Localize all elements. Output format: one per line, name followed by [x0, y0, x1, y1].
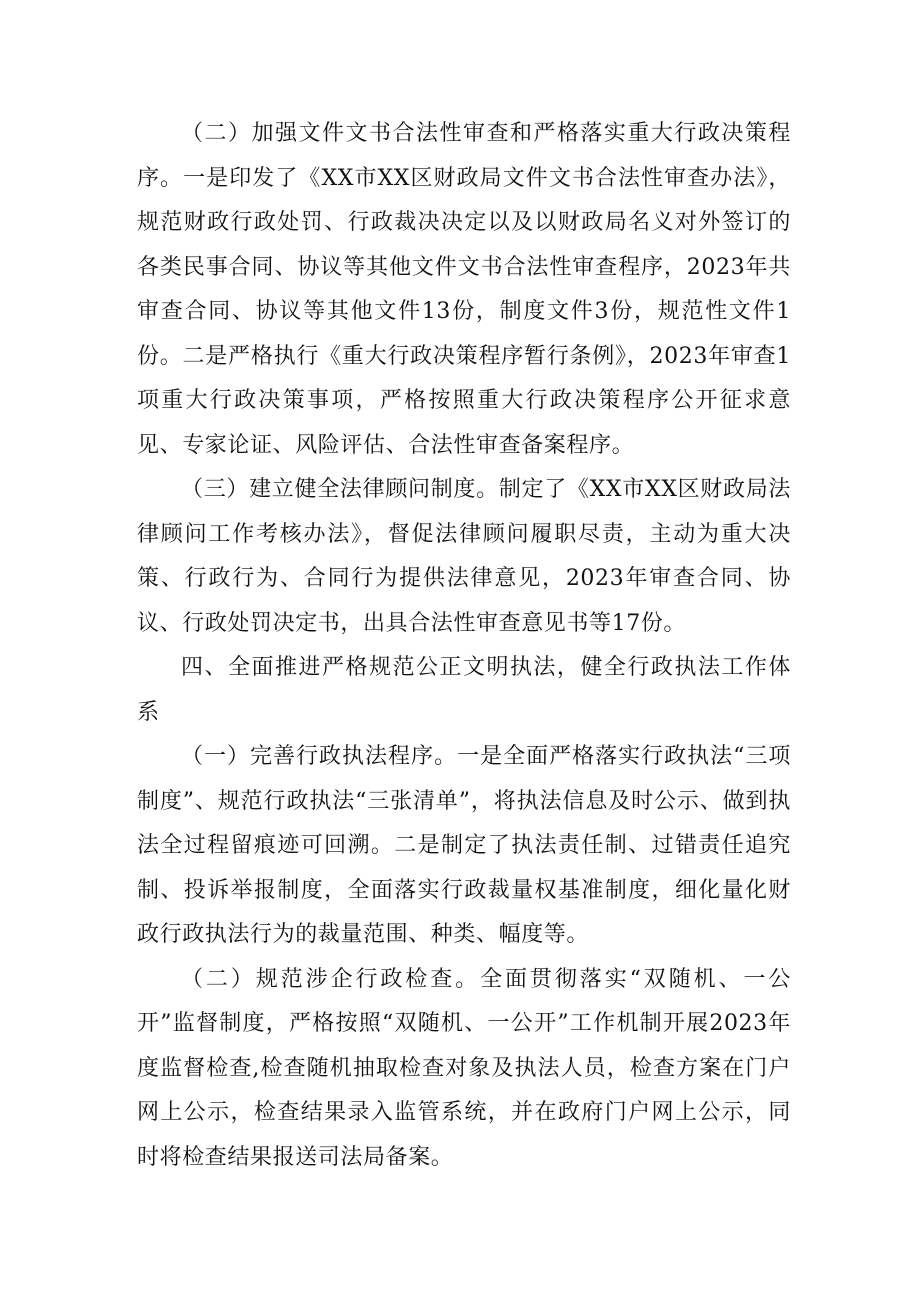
document-body [137, 112, 791, 1180]
paragraph-legal-counsel: （三）建立健全法律顾问制度。制定了《XX市XX区财政局法律顾问工作考核办法》，督促法律顾问履职尽责，主动为重大决策、行政行为、合同行为提供法律意见，2023年审查合同、协议、行政处罚决定书，出具合法性审查意见书等17份。 [137, 477, 791, 636]
paragraph-legality-review: （二）加强文件文书合法性审查和严格落实重大行政决策程序。一是印发了《XX市XX区财政局文件文书合法性审查办法》，规范财政行政处罚、行政裁决决定以及以财政局名义对外签订的各类民事合同、协议等其他文件文书合法性审查程序，2023年共审查合同、协议等其他文件13份，制度文件3份，规范性文件1份。二是严格执行《重大行政决策程序暂行条例》，2023年审查1项重大行政决策事项，严格按照重大行政决策程序公开征求意见、专家论证、风险评估、合法性审查备案程序。 [137, 121, 791, 458]
section-heading-law-enforcement: 四、全面推进严格规范公正文明执法，健全行政执法工作体系 [137, 655, 791, 725]
paragraph-enterprise-inspection: （二）规范涉企行政检查。全面贯彻落实“双随机、一公开”监督制度，严格按照“双随机、一公开”工作机制开展2023年度监督检查,检查随机抽取检查对象及执法人员，检查方案在门户网上公示，检查结果录入监管系统，并在政府门户网上公示，同时将检查结果报送司法局备案。 [137, 966, 791, 1170]
paragraph-enforcement-procedure: （一）完善行政执法程序。一是全面严格落实行政执法“三项制度”、规范行政执法“三张清单”，将执法信息及时公示、做到执法全过程留痕迹可回溯。二是制定了执法责任制、过错责任追究制、投诉举报制度，全面落实行政裁量权基准制度，细化量化财政行政执法行为的裁量范围、种类、幅度等。 [137, 744, 791, 947]
